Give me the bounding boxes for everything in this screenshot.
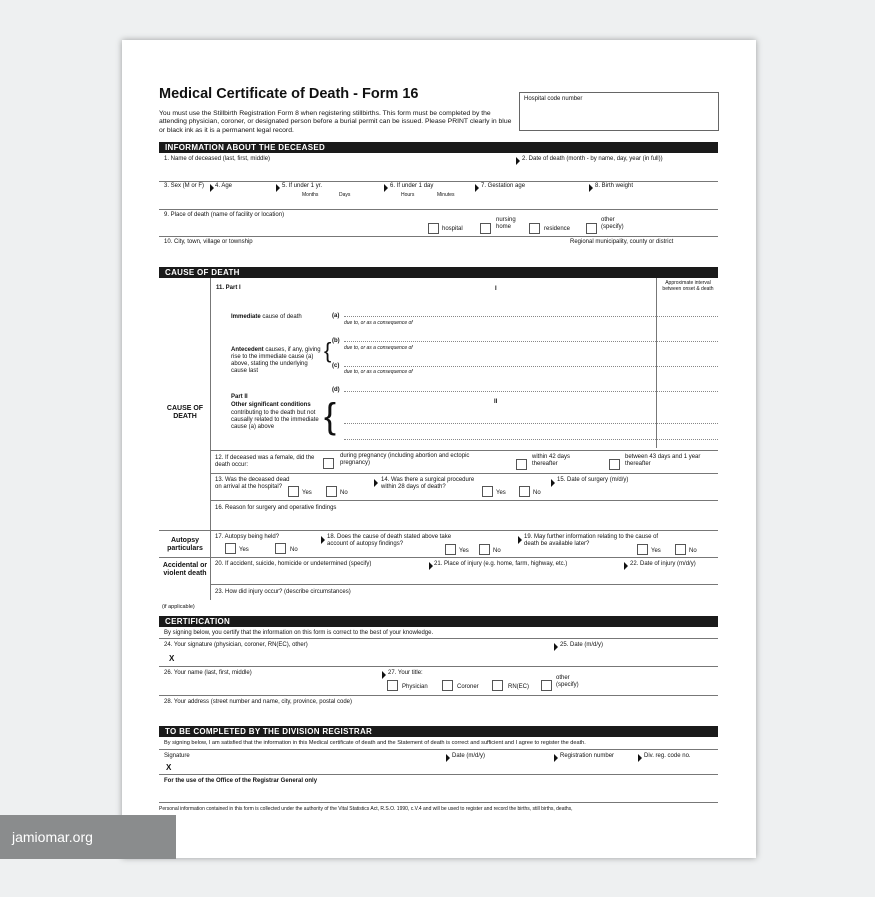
sex-label: 3. Sex (M or F) bbox=[164, 183, 205, 189]
form-instructions: You must use the Stillbirth Registration Form 8 when registering stillbirths. This form must be completed by the attending physician, coroner, or designated person before a burial permit can be issued. Please PRINT clearly in blue or black ink as it is a permanent legal record. bbox=[159, 110, 512, 134]
site-watermark: jamiomar.org bbox=[0, 815, 176, 859]
name-of-deceased-label: 1. Name of deceased (last, first, middle) bbox=[164, 156, 271, 162]
doa-no-checkbox[interactable] bbox=[326, 486, 337, 497]
immediate-cause-label bbox=[231, 314, 302, 321]
hospital-code-field[interactable] bbox=[519, 92, 719, 131]
divider bbox=[210, 278, 211, 600]
due-to-note-b: due to, or as a consequence of bbox=[344, 345, 413, 351]
other-significant-desc: contributing to the death but not causally related to the immediate cause (a) above bbox=[231, 410, 319, 430]
further-info-no-label: No bbox=[689, 548, 697, 554]
female-question-label: 12. If deceased was a female, did the death occur: bbox=[215, 455, 315, 468]
certification-statement: By signing below, you certify that the information on this form is correct to the best of your knowledge. bbox=[164, 630, 434, 636]
field-marker bbox=[551, 479, 555, 487]
registrar-date-label: Date (m/d/y) bbox=[452, 753, 486, 759]
autopsy-no-label: No bbox=[290, 547, 298, 553]
death-certificate-form bbox=[122, 40, 756, 858]
place-of-death-label: 9. Place of death (name of facility or location) bbox=[164, 212, 285, 218]
field-marker bbox=[382, 671, 386, 679]
days-label: Days bbox=[339, 192, 351, 198]
field-marker bbox=[554, 643, 558, 651]
during-pregnancy-label: during pregnancy (including abortion and ectopic pregnancy) bbox=[340, 453, 470, 466]
further-info-yes-checkbox[interactable] bbox=[637, 544, 648, 555]
other-title-label: other (specify) bbox=[556, 675, 579, 688]
cause-a-input[interactable] bbox=[344, 316, 656, 317]
your-name-label: 26. Your name (last, first, middle) bbox=[164, 670, 252, 676]
field-marker bbox=[638, 754, 642, 762]
further-info-question-label: 19. May further information relating to the cause of death be available later? bbox=[524, 534, 659, 547]
registrar-signature-x-mark[interactable]: X bbox=[166, 763, 172, 772]
surgery-yes-checkbox[interactable] bbox=[482, 486, 493, 497]
divider bbox=[159, 774, 718, 775]
part-two-input-1[interactable] bbox=[344, 423, 718, 424]
interval-a-input[interactable] bbox=[656, 316, 718, 317]
deceased-section-header: INFORMATION ABOUT THE DECEASED bbox=[159, 142, 718, 153]
line-b-label: (b) bbox=[332, 338, 340, 344]
autopsy-no-checkbox[interactable] bbox=[275, 543, 286, 554]
if-applicable-label: (if applicable) bbox=[162, 604, 195, 610]
birth-weight-label: 8. Birth weight bbox=[595, 183, 634, 189]
divider bbox=[159, 749, 718, 750]
part-two-input-2[interactable] bbox=[344, 439, 718, 440]
field-marker bbox=[321, 536, 325, 544]
residence-checkbox[interactable] bbox=[529, 223, 540, 234]
field-marker bbox=[518, 536, 522, 544]
antecedent-label bbox=[231, 347, 323, 375]
field-marker bbox=[384, 184, 388, 192]
city-town-label: 10. City, town, village or township bbox=[164, 239, 253, 245]
divider bbox=[210, 584, 718, 585]
surgery-yes-label: Yes bbox=[496, 490, 506, 496]
divider bbox=[159, 638, 718, 639]
other-significant-label: Other significant conditions bbox=[231, 402, 311, 408]
certification-section-header: CERTIFICATION bbox=[159, 616, 718, 627]
immediate-bold: Immediate bbox=[231, 314, 261, 320]
coroner-checkbox[interactable] bbox=[442, 680, 453, 691]
surgery-date-label: 15. Date of surgery (m/d/y) bbox=[557, 477, 629, 483]
divider bbox=[159, 802, 718, 803]
roman-two-label: II bbox=[494, 399, 498, 405]
part-one-label: 11. Part I bbox=[216, 285, 241, 291]
doa-yes-checkbox[interactable] bbox=[288, 486, 299, 497]
hospital-option-label: hospital bbox=[442, 226, 463, 232]
other-place-option-label: other (specify) bbox=[601, 217, 624, 230]
physician-label: Physician bbox=[402, 684, 428, 690]
within-42-days-checkbox[interactable] bbox=[516, 459, 527, 470]
other-title-checkbox[interactable] bbox=[541, 680, 552, 691]
field-marker bbox=[276, 184, 280, 192]
surgery-no-checkbox[interactable] bbox=[519, 486, 530, 497]
cause-of-death-side-label: CAUSE OF DEATH bbox=[166, 405, 204, 420]
divider bbox=[210, 500, 718, 501]
autopsy-yes-checkbox[interactable] bbox=[225, 543, 236, 554]
registrar-statement: By signing below, I am satisfied that the information in this Medical certificate of death and the Statement of death is correct and sufficient and I agree to register the death. bbox=[164, 740, 586, 746]
autopsy-findings-question-label: 18. Does the cause of death stated above take account of autopsy findings? bbox=[327, 534, 452, 547]
divider bbox=[159, 530, 718, 531]
part-two-label: Part II bbox=[231, 394, 248, 400]
between-43-days-label: between 43 days and 1 year thereafter bbox=[625, 454, 701, 467]
field-marker bbox=[475, 184, 479, 192]
cause-b-input[interactable] bbox=[344, 341, 718, 342]
divider bbox=[159, 557, 718, 558]
antecedent-bold: Antecedent bbox=[231, 347, 264, 353]
months-label: Months bbox=[302, 192, 319, 198]
date-of-injury-label: 22. Date of injury (m/d/y) bbox=[630, 561, 696, 567]
further-info-no-checkbox[interactable] bbox=[675, 544, 686, 555]
antecedent-rest: causes, if any, giving rise to the immediate cause (a) above, stating the underlying cause last bbox=[231, 347, 321, 374]
gestation-age-label: 7. Gestation age bbox=[481, 183, 526, 189]
field-marker bbox=[210, 184, 214, 192]
autopsy-question-label: 17. Autopsy being held? bbox=[215, 534, 280, 540]
physician-checkbox[interactable] bbox=[387, 680, 398, 691]
signature-x-mark[interactable]: X bbox=[169, 654, 175, 663]
brace-icon: { bbox=[324, 338, 332, 363]
your-title-label: 27. Your title: bbox=[388, 670, 423, 676]
your-address-label: 28. Your address (street number and name, city, province, postal code) bbox=[164, 699, 352, 705]
registrar-section-header: TO BE COMPLETED BY THE DIVISION REGISTRAR bbox=[159, 726, 718, 737]
during-pregnancy-checkbox[interactable] bbox=[323, 458, 334, 469]
due-to-note-a: due to, or as a consequence of bbox=[344, 320, 413, 326]
division-code-label: Div. reg. code no. bbox=[644, 753, 691, 759]
under-1-day-label: 6. If under 1 day bbox=[390, 183, 434, 189]
between-43-days-checkbox[interactable] bbox=[609, 459, 620, 470]
field-marker bbox=[374, 479, 378, 487]
line-a-label: (a) bbox=[332, 313, 340, 319]
roman-one-label: I bbox=[495, 286, 497, 292]
brace-icon: { bbox=[324, 395, 337, 436]
signature-label: 24. Your signature (physician, coroner, RN(EC), other) bbox=[164, 642, 308, 648]
certification-date-label: 25. Date (m/d/y) bbox=[560, 642, 604, 648]
doa-yes-label: Yes bbox=[302, 490, 312, 496]
other-place-checkbox[interactable] bbox=[586, 223, 597, 234]
autopsy-side-label: Autopsy particulars bbox=[167, 537, 203, 552]
manner-of-death-label: 20. If accident, suicide, homicide or undetermined (specify) bbox=[215, 561, 372, 567]
divider bbox=[210, 450, 718, 451]
doa-no-label: No bbox=[340, 490, 348, 496]
interval-header: Approximate interval between onset & death bbox=[662, 280, 714, 292]
divider bbox=[159, 695, 718, 696]
registration-number-label: Registration number bbox=[560, 753, 615, 759]
hospital-checkbox[interactable] bbox=[428, 223, 439, 234]
divider bbox=[159, 181, 718, 182]
rn-ec-checkbox[interactable] bbox=[492, 680, 503, 691]
surgery-reason-label: 16. Reason for surgery and operative findings bbox=[215, 505, 337, 511]
line-d-label: (d) bbox=[332, 387, 340, 393]
field-marker bbox=[589, 184, 593, 192]
further-info-yes-label: Yes bbox=[651, 548, 661, 554]
office-use-label: For the use of the Office of the Registrar General only bbox=[164, 778, 318, 784]
doa-question-label: 13. Was the deceased dead on arrival at the hospital? bbox=[215, 477, 290, 490]
date-of-death-label: 2. Date of death (month - by name, day, year (in full)) bbox=[522, 156, 663, 162]
age-label: 4. Age bbox=[215, 183, 233, 189]
accidental-side-label: Accidental or violent death bbox=[162, 562, 208, 577]
regional-municipality-label: Regional municipality, county or district bbox=[570, 239, 674, 245]
autopsy-yes-label: Yes bbox=[239, 547, 249, 553]
field-marker bbox=[516, 157, 520, 165]
due-to-note-c: due to, or as a consequence of bbox=[344, 369, 413, 375]
findings-yes-checkbox[interactable] bbox=[445, 544, 456, 555]
form-title: Medical Certificate of Death - Form 16 bbox=[159, 86, 419, 102]
coroner-label: Coroner bbox=[457, 684, 479, 690]
place-of-injury-label: 21. Place of injury (e.g. home, farm, highway, etc.) bbox=[434, 561, 568, 567]
divider bbox=[159, 236, 718, 237]
immediate-rest: cause of death bbox=[262, 314, 302, 320]
residence-option-label: residence bbox=[544, 226, 571, 232]
divider bbox=[159, 666, 718, 667]
privacy-footer: Personal information contained in this form is collected under the authority of the Vital Statistics Act, R.S.O. 1990, c.V.4 and will be used to register and record the births, still births, deaths, bbox=[159, 806, 573, 812]
field-marker bbox=[429, 562, 433, 570]
minutes-label: Minutes bbox=[437, 192, 455, 198]
hospital-code-label: Hospital code number bbox=[524, 96, 583, 102]
divider bbox=[210, 473, 718, 474]
field-marker bbox=[624, 562, 628, 570]
cause-d-input[interactable] bbox=[344, 391, 718, 392]
within-42-days-label: within 42 days thereafter bbox=[532, 454, 571, 467]
field-marker bbox=[554, 754, 558, 762]
nursing-home-option-label: nursing home bbox=[496, 217, 516, 230]
registrar-signature-label: Signature bbox=[164, 753, 190, 759]
line-c-label: (c) bbox=[332, 363, 340, 369]
cause-c-input[interactable] bbox=[344, 366, 718, 367]
findings-no-checkbox[interactable] bbox=[479, 544, 490, 555]
divider bbox=[159, 209, 718, 210]
surgery-no-label: No bbox=[533, 490, 541, 496]
under-1-year-label: 5. If under 1 yr. bbox=[282, 183, 323, 189]
surgery-question-label: 14. Was there a surgical procedure within 28 days of death? bbox=[381, 477, 475, 490]
cause-section-header: CAUSE OF DEATH bbox=[159, 267, 718, 278]
field-marker bbox=[446, 754, 450, 762]
hours-label: Hours bbox=[401, 192, 415, 198]
how-injury-label: 23. How did injury occur? (describe circumstances) bbox=[215, 589, 351, 595]
findings-no-label: No bbox=[493, 548, 501, 554]
findings-yes-label: Yes bbox=[459, 548, 469, 554]
nursing-home-checkbox[interactable] bbox=[480, 223, 491, 234]
rn-ec-label: RN(EC) bbox=[508, 684, 529, 690]
